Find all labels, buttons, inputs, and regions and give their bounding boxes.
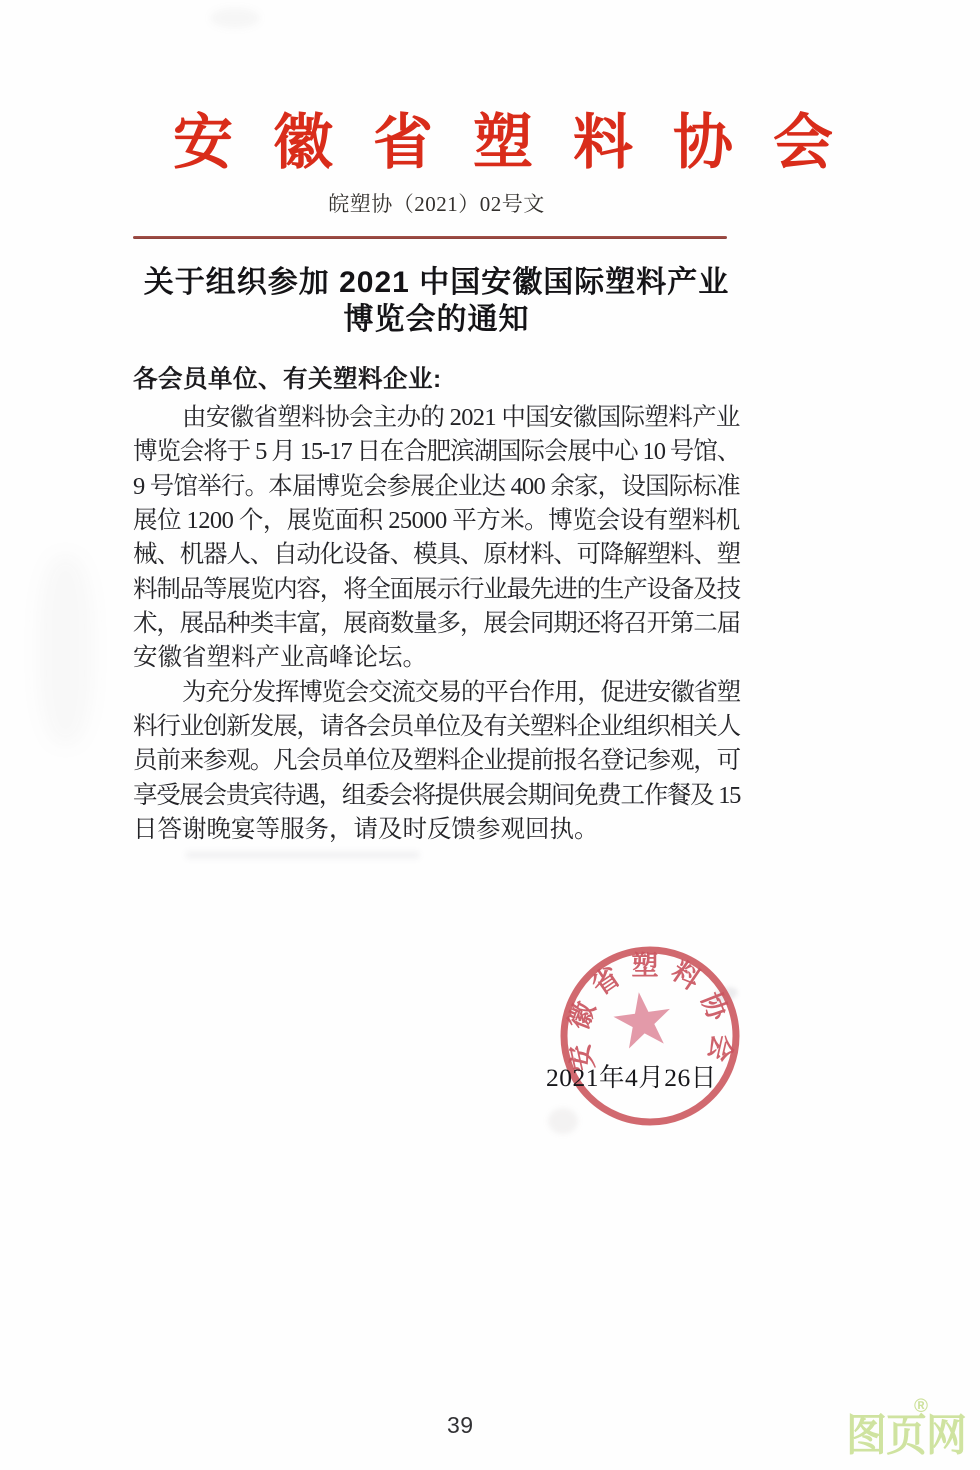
text-line: 博览会将于 5 月 15-17 日在合肥滨湖国际会展中心 10 号馆、 bbox=[133, 438, 741, 466]
text-line: 日答谢晚宴等服务，请及时反馈参观回执。 bbox=[133, 816, 599, 844]
header-divider-rule bbox=[133, 236, 727, 239]
text-line: 9 号馆举行。本届博览会参展企业达 400 余家，设国际标准 bbox=[133, 472, 740, 500]
text-line: 享受展会贵宾待遇，组委会将提供展会期间免费工作餐及 15 bbox=[133, 781, 741, 809]
seal-arc-text: 安徽省塑料协会 bbox=[562, 951, 738, 1075]
seal-star-icon bbox=[611, 988, 675, 1050]
text-line: 械、机器人、自动化设备、模具、原材料、可降解塑料、塑 bbox=[133, 541, 740, 569]
notice-title-line2: 博览会的通知 bbox=[343, 303, 530, 336]
paragraph bbox=[133, 401, 740, 676]
watermark-logo: 图页网 bbox=[846, 1411, 966, 1460]
text-line: 料制品等展览内容，将全面展示行业最先进的生产设备及技 bbox=[133, 575, 740, 603]
page-number: 39 bbox=[447, 1412, 474, 1438]
scan-smudge bbox=[38, 555, 93, 745]
text-line: 为充分发挥博览会交流交易的平台作用，促进安徽省塑 bbox=[182, 678, 740, 706]
paragraph bbox=[133, 676, 740, 848]
notice-title bbox=[133, 264, 740, 338]
notice-body bbox=[133, 401, 740, 847]
registered-trademark-icon: ® bbox=[914, 1396, 928, 1417]
notice-title-line1: 关于组织参加 2021 中国安徽国际塑料产业 bbox=[143, 266, 730, 299]
text-line: 由安徽省塑料协会主办的 2021 中国安徽国际塑料产业 bbox=[182, 404, 740, 431]
text-line: 员前来参观。凡会员单位及塑料企业提前报名登记参观，可 bbox=[133, 747, 740, 775]
issue-date: 2021年4月26日 bbox=[546, 1063, 717, 1092]
text-line: 安徽省塑料产业高峰论坛。 bbox=[133, 644, 427, 672]
organization-title: 安徽省塑料协会 bbox=[173, 110, 873, 176]
scan-smudge bbox=[210, 8, 260, 28]
salutation: 各会员单位、有关塑料企业: bbox=[133, 366, 442, 393]
text-line: 料行业创新发展，请各会员单位及有关塑料企业组织相关人 bbox=[133, 713, 740, 741]
document-number: 皖塑协（2021）02号文 bbox=[328, 192, 545, 216]
text-line: 展位 1200 个，展览面积 25000 平方米。博览会设有塑料机 bbox=[133, 507, 740, 535]
official-seal bbox=[550, 936, 750, 1136]
text-line: 术，展品种类丰富，展商数量多，展会同期还将召开第二届 bbox=[133, 610, 740, 638]
scan-smudge bbox=[185, 851, 420, 859]
